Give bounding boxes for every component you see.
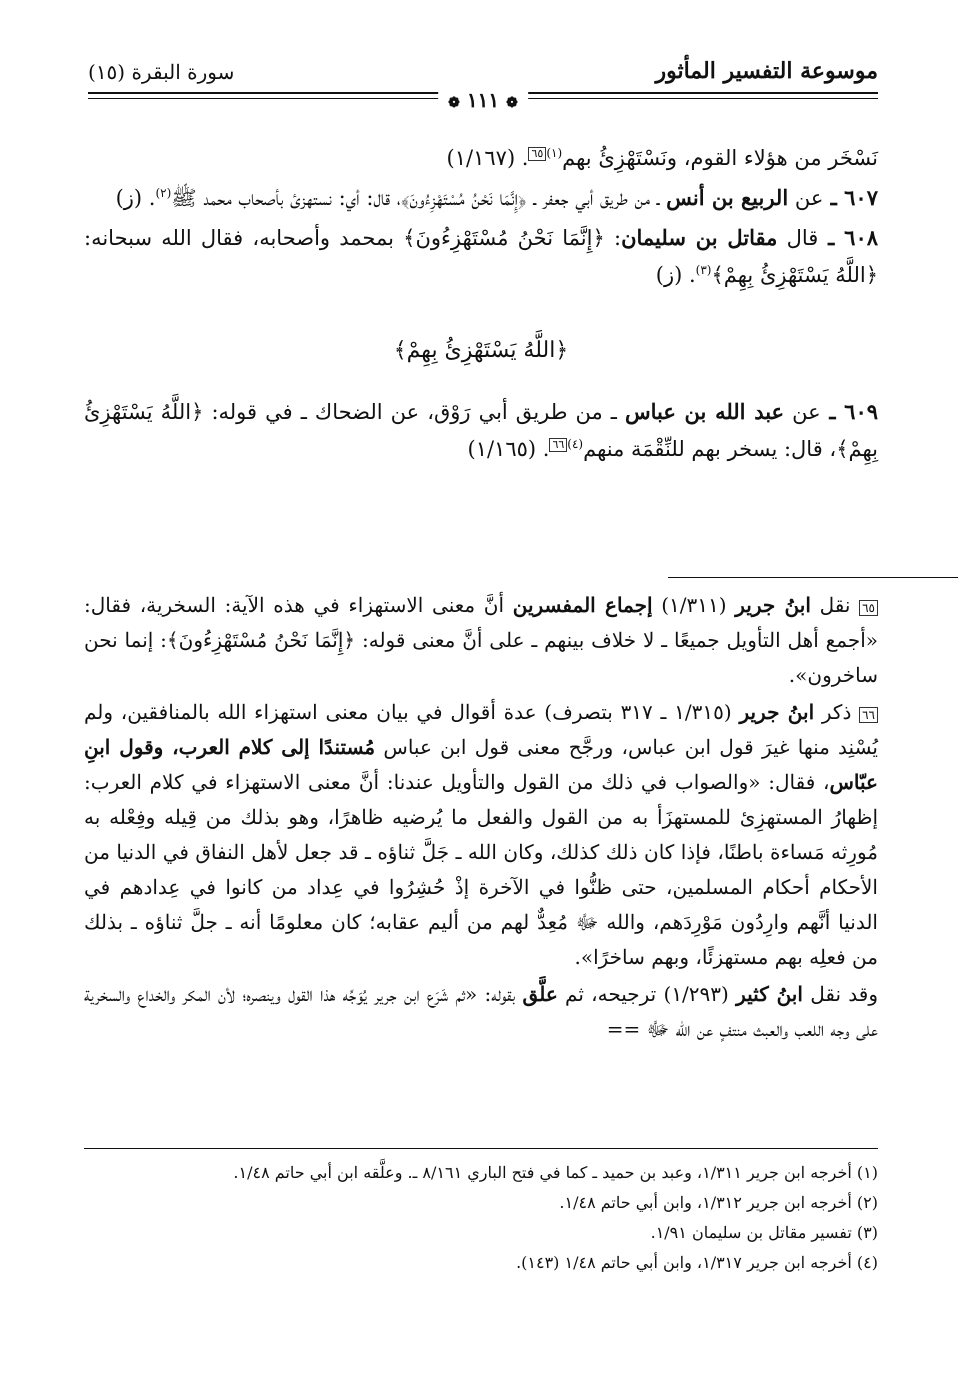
page-number-text: ١١١ xyxy=(466,88,500,112)
footnote: (٢) أخرجه ابن جرير ١/٣١٢، وابن أبي حاتم ١/٤٨. xyxy=(559,1193,878,1212)
footnote-marker[interactable]: (٢) xyxy=(155,186,172,200)
book-title: موسوعة التفسير المأثور xyxy=(655,58,878,84)
footnote-marker[interactable]: (٣) xyxy=(695,263,712,277)
ornament-icon: ❁ xyxy=(506,95,518,111)
commentary-ref: ٦٦ xyxy=(859,707,878,723)
main-text xyxy=(84,140,878,470)
notes-separator xyxy=(668,577,958,578)
page-number xyxy=(438,88,528,112)
note-kathir: وقد نقل ابنُ كثير (١/٢٩٣) ترجيحه، ثم علَّق بقوله: «ثم شَرَع ابن جرير يُوَجِّه هذا القول وينصره؛ لأن المكر والخداع والسخرية على وجه اللعب والعبث منتفٍ عن الله ﷻ == xyxy=(84,982,879,1041)
footnote-marker[interactable]: (٤) xyxy=(567,437,584,451)
note-65: ٦٥ نقل ابنُ جرير (١/٣١١) إجماع المفسرين أنَّ معنى الاستهزاء في هذه الآية: السخرية، فقال: «أجمع أهل التأويل جميعًا ـ لا خلاف بينهم ـ على أنَّ معنى قوله: ﴿إِنَّمَا نَحْنُ مُسْتَهْزِءُونَ﴾: إنما نحن ساخرون». xyxy=(84,593,878,687)
commentary-notes xyxy=(84,588,878,1049)
paragraph-continuation: نَسْخَر من هؤلاء القوم، ونَسْتَهْزِئُ بهم$^{(١)}$٦٥. (١/١٦٧) xyxy=(446,146,878,170)
footnote-marker[interactable]: (١) xyxy=(546,146,563,160)
narrator-name: الربيع بن أنس xyxy=(666,185,789,210)
note-66: ٦٦ ذكر ابنُ جرير (١/٣١٥ ـ ٣١٧ بتصرف) عدة أقوال في بيان معنى استهزاء الله بالمنافقين، ولم يُسْنِد منها غيرَ قول ابن عباس، ورجَّح معنى قول ابن عباس مُستندًا إلى كلام العرب، وقول ابنِ عبّاس، فقال: «والصواب في ذلك من القول والتأويل عندنا: أنَّ معنى الاستهزاء في كلام العرب: إظهارُ المستهزِئ للمستهزَأ به من القول والفعل ما يُرضيه ظاهرًا، وهو بذلك من قِيله وفِعْله به مُورِثه مَساءة باطنًا، فإذا كان ذلك كذلك، وكان الله ـ جَلَّ ثناؤه ـ قد جعل لأهل النفاق في الدنيا من الأحكام أحكام المسلمين، حتى ظنُّوا في الآخرة إذْ حُشِرُوا في عِداد من كانوا في عِدادهم في الدنيا أنَّهم وارِدُون مَوْرِدَهم، والله ﷻ مُعِدٌّ لهم من أليم عقابه؛ كان معلومًا أنه ـ جلَّ ثناؤه ـ بذلك من فعلِه بهم مستهزئًا، وبهم ساخرًا». xyxy=(84,700,879,969)
footnote: (٤) أخرجه ابن جرير ١/٣١٧، وابن أبي حاتم ١/٤٨ (١٤٣). xyxy=(516,1253,878,1272)
narrator-name: مقاتل بن سليمان xyxy=(621,225,778,250)
verse-heading: ﴿اللَّهُ يَسْتَهْزِئُ بِهِمْ﴾ xyxy=(393,338,569,363)
commentary-ref: ٦٥ xyxy=(859,600,878,616)
footnotes xyxy=(84,1158,878,1278)
page-header xyxy=(88,58,878,112)
surah-label: سورة البقرة (١٥) xyxy=(88,60,235,84)
footnote: (١) أخرجه ابن جرير ١/٣١١، وعبد بن حميد ـ كما في فتح الباري ٨/١٦١ ـ. وعلَّقه ابن أبي حاتم ١/٤٨. xyxy=(233,1163,878,1182)
commentary-ref[interactable]: ٦٦ xyxy=(549,438,567,452)
narrator-name: عبد الله بن عباس xyxy=(624,399,785,424)
narration-607: ٦٠٧ ـ عن الربيع بن أنس ـ من طريق أبي جعفر ـ ﴿إِنَّمَا نَحْنُ مُسْتَهْزِءُونَ﴾، قال: أي: نستهزئ بأصحاب محمد ﷺ$^{(٢)}$. (ز) xyxy=(115,185,878,210)
footnotes-separator xyxy=(84,1148,878,1149)
ornament-icon: ❁ xyxy=(448,95,460,111)
narration-608: ٦٠٨ ـ قال مقاتل بن سليمان: ﴿إِنَّمَا نَحْنُ مُسْتَهْزِءُونَ﴾ بمحمد وأصحابه، فقال الله سبحانه: ﴿اللَّهُ يَسْتَهْزِئُ بِهِمْ﴾$^{(٣)}$. (ز) xyxy=(84,225,879,287)
footnote: (٣) تفسير مقاتل بن سليمان ١/٩١. xyxy=(650,1223,878,1242)
commentary-ref[interactable]: ٦٥ xyxy=(528,147,546,161)
narration-609: ٦٠٩ ـ عن عبد الله بن عباس ـ من طريق أبي رَوْق، عن الضحاك ـ في قوله: ﴿اللَّهُ يَسْتَهْزِئُ بِهِمْ﴾، قال: يسخر بهم للنِّقْمَة منهم$^{(٤)}$٦٦. (١/١٦٥) xyxy=(84,399,879,461)
